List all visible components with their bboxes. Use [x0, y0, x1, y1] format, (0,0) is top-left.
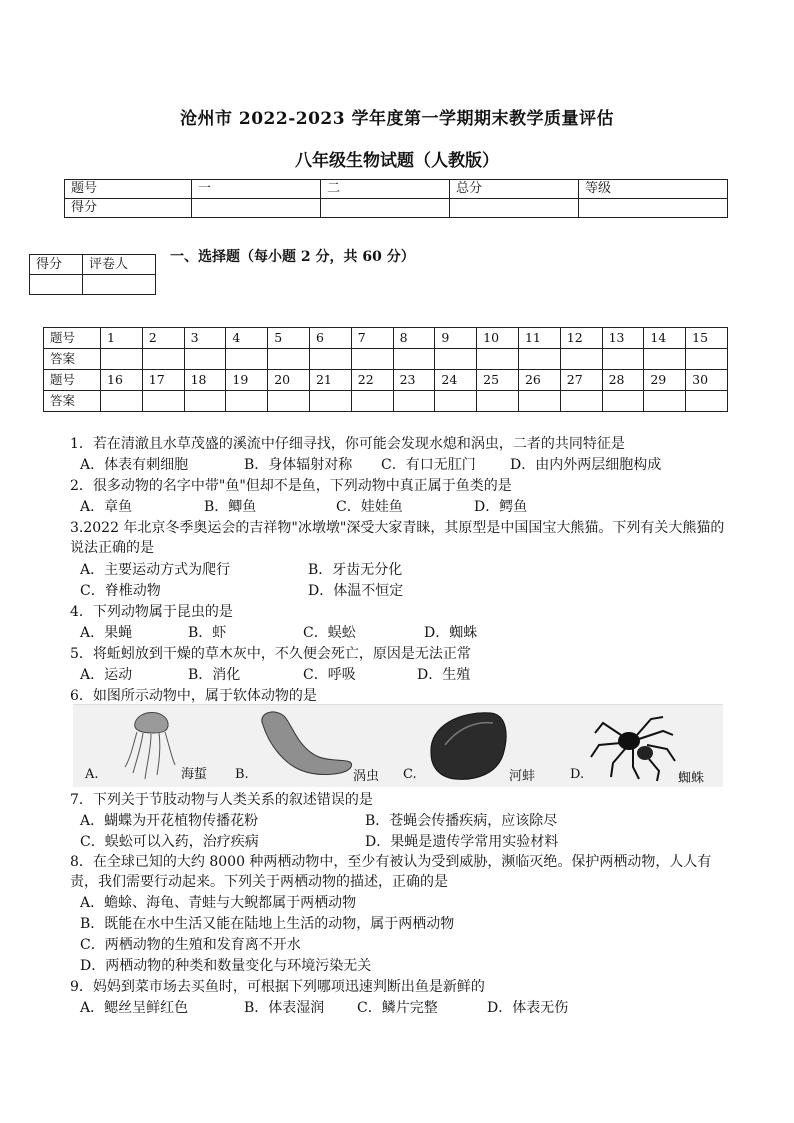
question-option: C．有口无肛门 — [381, 457, 476, 473]
question-stem: 5．将蚯蚓放到干燥的草木灰中，不久便会死亡，原因是无法正常 — [70, 646, 471, 662]
answer-input-cell[interactable] — [268, 349, 310, 370]
answer-input-cell[interactable] — [686, 391, 728, 412]
question-option: D．鳄鱼 — [474, 499, 528, 515]
answer-input-cell[interactable] — [226, 349, 268, 370]
grader-input-cell[interactable] — [83, 275, 156, 295]
question-number-cell: 20 — [268, 370, 310, 391]
question-option: B．牙齿无分化 — [308, 562, 403, 578]
score-header-cell: 总分 — [450, 180, 579, 199]
question-option: B．鲫鱼 — [204, 499, 257, 515]
figure-label-jellyfish: 海蜇 — [181, 767, 208, 782]
question-option: C．娃娃鱼 — [336, 499, 403, 515]
figure-option-a: A. — [85, 767, 99, 782]
question-option: A．果蝇 — [80, 625, 133, 641]
answer-table-row-label: 题号 — [44, 370, 101, 391]
question-number-cell: 17 — [142, 370, 184, 391]
question-option: B．身体辐射对称 — [244, 457, 353, 473]
question-option: B．消化 — [188, 667, 241, 683]
question-option: C．脊椎动物 — [80, 583, 161, 599]
answer-table-row-label: 答案 — [44, 349, 101, 370]
question-number-cell: 12 — [560, 328, 602, 349]
question-number-cell: 16 — [101, 370, 143, 391]
question-number-cell: 28 — [602, 370, 644, 391]
exam-title: 沧州市 2022-2023 学年度第一学期期末教学质量评估 — [179, 109, 615, 129]
question-option: A．运动 — [80, 667, 133, 683]
question-number-cell: 9 — [435, 328, 477, 349]
answer-input-cell[interactable] — [518, 391, 560, 412]
question-option: A．体表有刺细胞 — [80, 457, 189, 473]
answer-input-cell[interactable] — [101, 349, 143, 370]
score-input-cell[interactable] — [450, 199, 579, 218]
answer-input-cell[interactable] — [184, 349, 226, 370]
question-option: B．既能在水中生活又能在陆地上生活的动物，属于两栖动物 — [80, 916, 455, 932]
question-option: D．体表无伤 — [487, 1000, 569, 1016]
question-number-cell: 15 — [686, 328, 728, 349]
question-number-cell: 13 — [602, 328, 644, 349]
question-number-cell: 18 — [184, 370, 226, 391]
answer-input-cell[interactable] — [477, 391, 519, 412]
answer-input-cell[interactable] — [560, 391, 602, 412]
question-option: C．两栖动物的生殖和发育离不开水 — [80, 937, 301, 953]
figure-option-b: B. — [235, 767, 249, 782]
figure-label-flatworm: 涡虫 — [353, 769, 380, 784]
answer-input-cell[interactable] — [435, 391, 477, 412]
question-stem: 7．下列关于节肢动物与人类关系的叙述错误的是 — [70, 792, 373, 808]
answer-input-cell[interactable] — [309, 349, 351, 370]
question-number-cell: 27 — [560, 370, 602, 391]
question-option: A．鳃丝呈鲜红色 — [80, 1000, 189, 1016]
answer-input-cell[interactable] — [560, 349, 602, 370]
answer-input-cell[interactable] — [602, 349, 644, 370]
animal-figure — [73, 704, 723, 787]
grader-table — [29, 254, 156, 295]
answer-input-cell[interactable] — [435, 349, 477, 370]
answer-input-cell[interactable] — [184, 391, 226, 412]
question-option: C．蜈蚣可以入药，治疗疾病 — [80, 834, 259, 850]
question-number-cell: 22 — [351, 370, 393, 391]
question-stem: 3.2022 年北京冬季奥运会的吉祥物"冰墩墩"深受大家青睐，其原型是中国国宝大熊猫。下列有关大熊猫的说法正确的是 — [70, 520, 725, 556]
question-number-cell: 4 — [226, 328, 268, 349]
answer-input-cell[interactable] — [644, 391, 686, 412]
question-number-cell: 21 — [309, 370, 351, 391]
question-number-cell: 1 — [101, 328, 143, 349]
flatworm-image — [262, 712, 352, 775]
answer-input-cell[interactable] — [309, 391, 351, 412]
grader-header-reviewer: 评卷人 — [83, 255, 156, 275]
score-input-cell[interactable] — [579, 199, 728, 218]
answer-input-cell[interactable] — [518, 349, 560, 370]
question-option: B．虾 — [188, 625, 227, 641]
answer-input-cell[interactable] — [393, 391, 435, 412]
question-number-cell: 23 — [393, 370, 435, 391]
question-option: D．体温不恒定 — [308, 583, 404, 599]
question-number-cell: 7 — [351, 328, 393, 349]
answer-input-cell[interactable] — [226, 391, 268, 412]
question-number-cell: 11 — [518, 328, 560, 349]
question-number-cell: 26 — [518, 370, 560, 391]
answer-input-cell[interactable] — [101, 391, 143, 412]
score-row-label: 得分 — [65, 199, 192, 218]
question-option: B．体表湿润 — [244, 1000, 325, 1016]
answer-table — [43, 327, 728, 412]
figure-label-spider: 蜘蛛 — [678, 771, 705, 786]
question-option: C．鳞片完整 — [357, 1000, 438, 1016]
question-number-cell: 25 — [477, 370, 519, 391]
question-option: A．章鱼 — [80, 499, 133, 515]
answer-input-cell[interactable] — [602, 391, 644, 412]
animal-figure-drawing — [73, 705, 723, 787]
score-table — [64, 179, 728, 218]
mussel-image — [431, 713, 506, 779]
answer-input-cell[interactable] — [142, 391, 184, 412]
spider-image — [591, 717, 675, 781]
question-stem: 1．若在清澈且水草茂盛的溪流中仔细寻找，你可能会发现水熄和涡虫，二者的共同特征是 — [70, 436, 625, 452]
figure-label-mussel: 河蚌 — [509, 769, 536, 784]
question-option: A．主要运动方式为爬行 — [80, 562, 231, 578]
question-stem: 2．很多动物的名字中带"鱼"但却不是鱼，下列动物中真正属于鱼类的是 — [70, 478, 512, 494]
answer-table-row-label: 题号 — [44, 328, 101, 349]
question-number-cell: 29 — [644, 370, 686, 391]
question-option: A．蝴蝶为开花植物传播花粉 — [80, 813, 259, 829]
score-header-cell: 二 — [321, 180, 450, 199]
score-input-cell[interactable] — [192, 199, 321, 218]
question-number-cell: 10 — [477, 328, 519, 349]
answer-input-cell[interactable] — [268, 391, 310, 412]
question-option: C．蜈蚣 — [303, 625, 356, 641]
answer-table-row-label: 答案 — [44, 391, 101, 412]
answer-input-cell[interactable] — [477, 349, 519, 370]
score-header-cell: 等级 — [579, 180, 728, 199]
question-option: D．由内外两层细胞构成 — [510, 457, 662, 473]
question-number-cell: 5 — [268, 328, 310, 349]
answer-input-cell[interactable] — [644, 349, 686, 370]
question-number-cell: 3 — [184, 328, 226, 349]
question-option: A．蟾蜍、海龟、青蛙与大鲵都属于两栖动物 — [80, 895, 357, 911]
question-stem: 8．在全球已知的大约 8000 种两栖动物中，至少有被认为受到威胁，濒临灭绝。保护两栖动物，人人有责，我们需要行动起来。下列关于两栖动物的描述，正确的是 — [70, 854, 712, 890]
answer-input-cell[interactable] — [351, 349, 393, 370]
section-title: 一、选择题（每小题 2 分，共 60 分） — [170, 249, 415, 265]
score-header-cell: 题号 — [65, 180, 192, 199]
grader-input-cell[interactable] — [30, 275, 83, 295]
question-number-cell: 6 — [309, 328, 351, 349]
question-option: B．苍蝇会传播疾病，应该除尽 — [365, 813, 558, 829]
score-input-cell[interactable] — [321, 199, 450, 218]
jellyfish-image — [125, 713, 175, 780]
question-number-cell: 19 — [226, 370, 268, 391]
answer-input-cell[interactable] — [686, 349, 728, 370]
question-option: C．呼吸 — [303, 667, 356, 683]
figure-option-d: D. — [570, 767, 585, 782]
question-option: D．生殖 — [417, 667, 471, 683]
figure-option-c: C. — [403, 767, 417, 782]
question-option: D．果蝇是遗传学常用实验材料 — [365, 834, 559, 850]
answer-input-cell[interactable] — [142, 349, 184, 370]
grader-header-score: 得分 — [30, 255, 83, 275]
question-number-cell: 8 — [393, 328, 435, 349]
question-option: D．两栖动物的种类和数量变化与环境污染无关 — [80, 958, 372, 974]
score-header-cell: 一 — [192, 180, 321, 199]
question-stem: 6．如图所示动物中，属于软体动物的是 — [70, 688, 317, 704]
question-number-cell: 14 — [644, 328, 686, 349]
question-number-cell: 24 — [435, 370, 477, 391]
question-number-cell: 30 — [686, 370, 728, 391]
question-stem: 4．下列动物属于昆虫的是 — [70, 604, 233, 620]
answer-input-cell[interactable] — [393, 349, 435, 370]
answer-input-cell[interactable] — [351, 391, 393, 412]
exam-subtitle: 八年级生物试题（人教版） — [295, 151, 499, 171]
question-stem: 9．妈妈到菜市场去买鱼时，可根据下列哪项迅速判断出鱼是新鲜的 — [70, 979, 485, 995]
question-number-cell: 2 — [142, 328, 184, 349]
question-option: D．蜘蛛 — [424, 625, 478, 641]
